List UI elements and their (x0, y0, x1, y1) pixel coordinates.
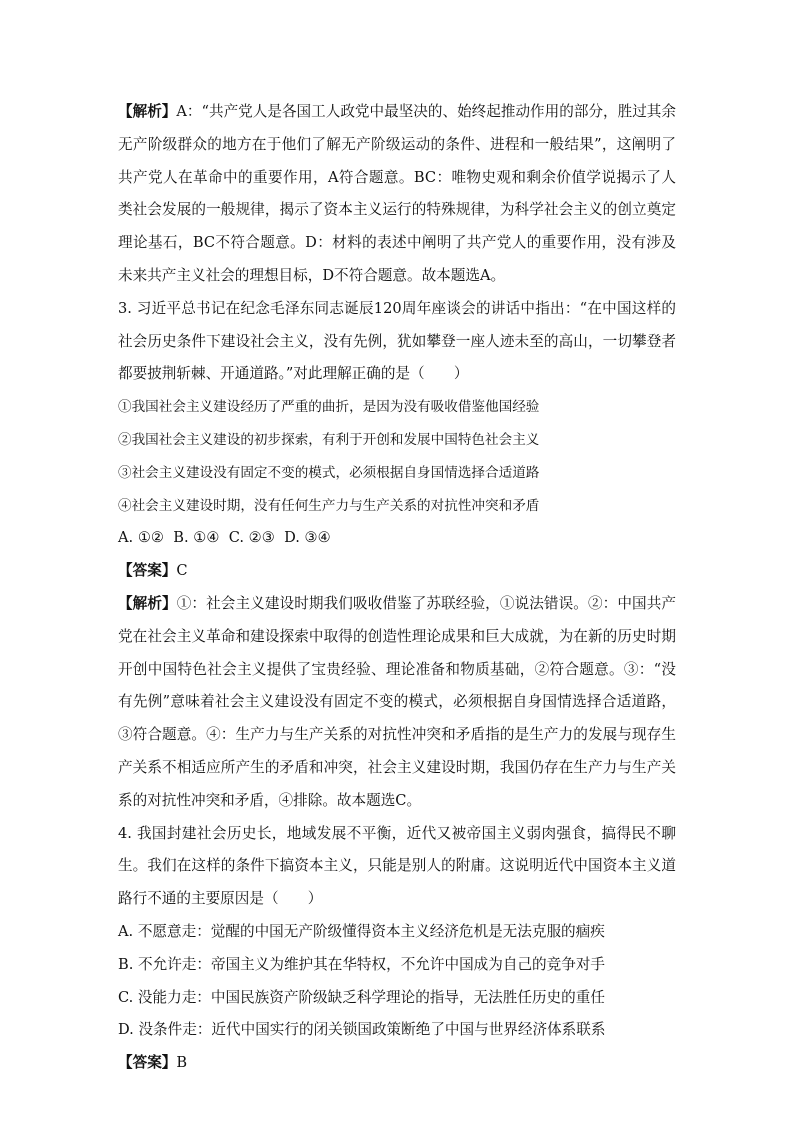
analysis-tag: 【解析】 (118, 103, 177, 120)
q4-answer (118, 1047, 676, 1080)
q3-options: A. ①② B. ①④ C. ②③ D. ③④ (118, 529, 331, 547)
analysis-paragraph-q2 (118, 96, 676, 293)
analysis-text: ①：社会主义建设时期我们吸收借鉴了苏联经验，①说法错误。②：中国共产党在社会主义革命和建设探索中取得的创造性理论成果和巨大成就，为在新的历史时期开创中国特色社会主义提供了宝贵经验、理论准备和物质基础，②符合题意。③：“没有先例”意味着社会主义建设没有固定不变的模式，必须根据自身国情选择合适道路，③符合题意。④：生产力与生产关系的对抗性冲突和矛盾指的是生产力的发展与现存生产关系不相适应所产生的矛盾和冲突，社会主义建设时期，我国仍存在生产力与生产关系的对抗性冲突和矛盾，④排除。故本题选C。 (118, 594, 676, 809)
analysis-paragraph-q3 (118, 588, 676, 818)
answer-value: C (176, 562, 188, 580)
q4-option-d: D. 没条件走：近代中国实行的闭关锁国政策断绝了中国与世界经济体系联系 (118, 1021, 606, 1039)
q4-option-c: C. 没能力走：中国民族资产阶级缺乏科学理论的指导，无法胜任历史的重任 (118, 988, 605, 1006)
q3-statement-3: ③社会主义建设没有固定不变的模式，必须根据自身国情选择合适道路 (118, 464, 540, 481)
q3-answer (118, 555, 676, 588)
q3-statement-1: ①我国社会主义建设经历了严重的曲折，是因为没有吸收借鉴他国经验 (118, 399, 540, 416)
q3-statement-4: ④社会主义建设时期，没有任何生产力与生产关系的对抗性冲突和矛盾 (118, 497, 540, 514)
answer-value: B (176, 1054, 188, 1072)
answer-tag: 【答案】 (118, 562, 177, 580)
answer-tag: 【答案】 (118, 1054, 177, 1072)
question-4-stem (118, 818, 676, 916)
q3-statement-2: ②我国社会主义建设的初步探索，有利于开创和发展中国特色社会主义 (118, 431, 540, 448)
question-4-text: 4. 我国封建社会历史长，地域发展不平衡，近代又被帝国主义弱肉强食，搞得民不聊生。我们在这样的条件下搞资本主义，只能是别人的附庸。这说明近代中国资本主义道路行不通的主要原因是（ ） (118, 824, 676, 908)
q4-option-a: A. 不愿意走：觉醒的中国无产阶级懂得资本主义经济危机是无法克服的痼疾 (118, 922, 605, 940)
analysis-tag: 【解析】 (118, 594, 177, 612)
q4-option-b: B. 不允许走：帝国主义为维护其在华特权，不允许中国成为自己的竞争对手 (118, 955, 606, 973)
question-3-stem (118, 293, 676, 391)
question-3-text: 3. 习近平总书记在纪念毛泽东同志诞辰120周年座谈会的讲话中指出：“在中国这样的社会历史条件下建设社会主义，没有先例，犹如攀登一座人迹未至的高山，一切攀登者都要披荆斩棘、开通道路。”对此理解正确的是（ ） (118, 299, 676, 383)
analysis-text: A：“共产党人是各国工人政党中最坚决的、始终起推动作用的部分，胜过其余无产阶级群众的地方在于他们了解无产阶级运动的条件、进程和一般结果”，这阐明了共产党人在革命中的重要作用，A符合题意。BC：唯物史观和剩余价值学说揭示了人类社会发展的一般规律，揭示了资本主义运行的特殊规律，为科学社会主义的创立奠定理论基石，BC不符合题意。D：材料的表述中阐明了共产党人的重要作用，没有涉及未来共产主义社会的理想目标，D不符合题意。故本题选A。 (118, 103, 676, 284)
